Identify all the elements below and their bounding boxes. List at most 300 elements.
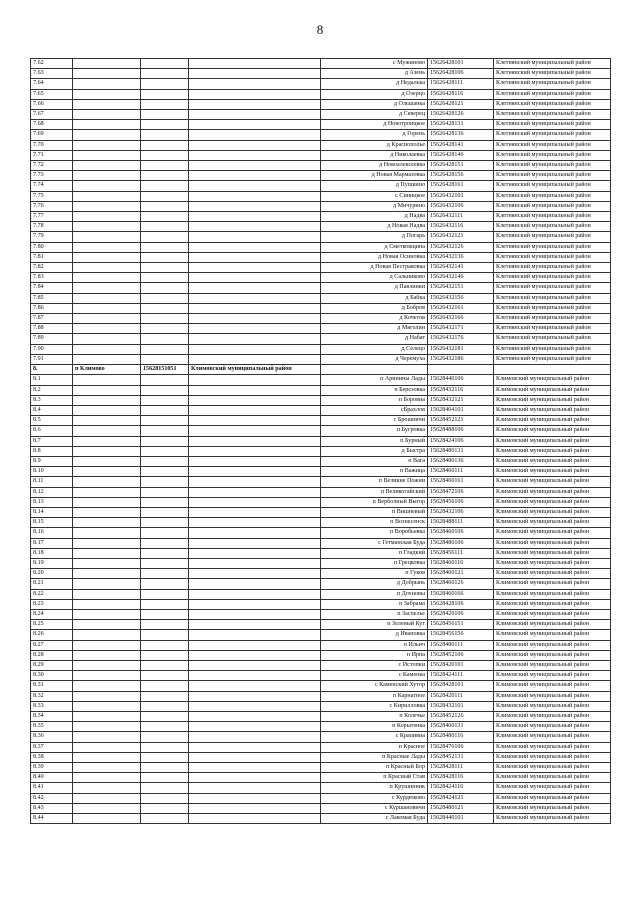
- table-row: [31, 722, 611, 732]
- table-row: [31, 79, 611, 89]
- empty-cell: [189, 385, 321, 395]
- table-row: [31, 548, 611, 558]
- empty-cell: [189, 130, 321, 140]
- table-row: [31, 599, 611, 609]
- oktmo-code: 15628488106: [428, 426, 494, 436]
- district-name: Климовский муниципальный район: [494, 701, 611, 711]
- empty-cell: [189, 273, 321, 283]
- settlement-name: п Крушинник: [321, 783, 428, 793]
- row-number: 7.83: [31, 273, 73, 283]
- empty-cell: [73, 548, 141, 558]
- empty-cell: [141, 609, 189, 619]
- district-name: Климовский муниципальный район: [494, 416, 611, 426]
- district-name: Клетнянский муниципальный район: [494, 303, 611, 313]
- empty-cell: [73, 528, 141, 538]
- table-row: [31, 814, 611, 824]
- empty-cell: [73, 110, 141, 120]
- settlement-name: с Синицкое: [321, 191, 428, 201]
- row-number: 8.2: [31, 385, 73, 395]
- empty-cell: [73, 405, 141, 415]
- row-number: 7.86: [31, 303, 73, 313]
- oktmo-code: 15626432116: [428, 222, 494, 232]
- empty-cell: [73, 344, 141, 354]
- empty-cell: [189, 783, 321, 793]
- district-name: Клетнянский муниципальный район: [494, 99, 611, 109]
- table-row: [31, 589, 611, 599]
- empty-cell: [189, 161, 321, 171]
- empty-cell: [189, 630, 321, 640]
- table-row: [31, 212, 611, 222]
- district-name: Клетнянский муниципальный район: [494, 212, 611, 222]
- empty-cell: [73, 732, 141, 742]
- row-number: 8.28: [31, 650, 73, 660]
- empty-cell: [189, 69, 321, 79]
- oktmo-code: 15626432121: [428, 232, 494, 242]
- oktmo-code: 15626432156: [428, 293, 494, 303]
- oktmo-code: 15626432186: [428, 354, 494, 364]
- table-row: [31, 252, 611, 262]
- empty-cell: [141, 263, 189, 273]
- row-number: 7.65: [31, 89, 73, 99]
- row-number: 8.16: [31, 528, 73, 538]
- table-row: [31, 191, 611, 201]
- empty-cell: [141, 161, 189, 171]
- settlement-name: п Забрама: [321, 599, 428, 609]
- district-name: Климовский муниципальный район: [494, 793, 611, 803]
- table-row: [31, 59, 611, 69]
- settlement-name: д Новоалексеевка: [321, 161, 428, 171]
- settlement-name: п Корытенка: [321, 722, 428, 732]
- settlement-name: д Новотроицкое: [321, 120, 428, 130]
- settlement-name: д Николаевка: [321, 150, 428, 160]
- district-name: Климовский муниципальный район: [494, 691, 611, 701]
- oktmo-code: 15626432176: [428, 334, 494, 344]
- district-name: Клетнянский муниципальный район: [494, 59, 611, 69]
- table-row: [31, 752, 611, 762]
- empty-cell: [141, 569, 189, 579]
- oktmo-code: 15628476106: [428, 742, 494, 752]
- settlement-name: с Кирилловка: [321, 701, 428, 711]
- empty-cell: [189, 89, 321, 99]
- table-row: [31, 732, 611, 742]
- district-name: Климовский муниципальный район: [494, 507, 611, 517]
- table-row: [31, 446, 611, 456]
- settlement-name: д Набат: [321, 334, 428, 344]
- oktmo-code: 15626432166: [428, 314, 494, 324]
- empty-cell: [73, 691, 141, 701]
- empty-cell: [141, 140, 189, 150]
- empty-cell: [141, 558, 189, 568]
- empty-cell: [141, 354, 189, 364]
- empty-cell: [141, 589, 189, 599]
- table-row: [31, 303, 611, 313]
- empty-cell: [141, 640, 189, 650]
- table-row: [31, 456, 611, 466]
- table-row: [31, 609, 611, 619]
- empty-cell: [189, 140, 321, 150]
- oktmo-code: 15626428146: [428, 150, 494, 160]
- settlement-name: д Быстра: [321, 446, 428, 456]
- table-row: [31, 701, 611, 711]
- empty-cell: [189, 803, 321, 813]
- district-name: Клетнянский муниципальный район: [494, 354, 611, 364]
- district-name: Клетнянский муниципальный район: [494, 161, 611, 171]
- empty-cell: [321, 365, 428, 375]
- row-number: 7.79: [31, 232, 73, 242]
- oktmo-code: 15628480121: [428, 803, 494, 813]
- settlement-name: п Великие Пожни: [321, 477, 428, 487]
- table-row: [31, 467, 611, 477]
- table-row: [31, 487, 611, 497]
- table-row: [31, 375, 611, 385]
- settlement-name: д Погарь: [321, 232, 428, 242]
- row-number: 7.84: [31, 283, 73, 293]
- row-number: 8.18: [31, 548, 73, 558]
- empty-cell: [141, 507, 189, 517]
- empty-cell: [189, 763, 321, 773]
- district-name: Климовский муниципальный район: [494, 742, 611, 752]
- empty-cell: [73, 314, 141, 324]
- row-number: 7.88: [31, 324, 73, 334]
- row-number: 7.78: [31, 222, 73, 232]
- settlement-name: д Павлинки: [321, 283, 428, 293]
- settlement-name: п Карнатное: [321, 691, 428, 701]
- oktmo-code: 15628428106: [428, 599, 494, 609]
- empty-cell: [141, 599, 189, 609]
- empty-cell: [141, 273, 189, 283]
- settlement-name: д Добрынь: [321, 579, 428, 589]
- district-name: Клетнянский муниципальный район: [494, 283, 611, 293]
- oktmo-code: 15626428151: [428, 161, 494, 171]
- empty-cell: [141, 181, 189, 191]
- empty-cell: [73, 201, 141, 211]
- settlement-name: д Горень: [321, 130, 428, 140]
- empty-cell: [73, 324, 141, 334]
- empty-cell: [141, 518, 189, 528]
- empty-cell: [141, 763, 189, 773]
- oktmo-code: 15628488111: [428, 518, 494, 528]
- empty-cell: [189, 793, 321, 803]
- oktmo-code: 15628432121: [428, 395, 494, 405]
- settlement-name: п Гуков: [321, 569, 428, 579]
- empty-cell: [73, 416, 141, 426]
- row-number: 8.3: [31, 395, 73, 405]
- row-number: 8.17: [31, 538, 73, 548]
- district-name: Клетнянский муниципальный район: [494, 263, 611, 273]
- empty-cell: [189, 446, 321, 456]
- settlement-name: с Куршановичи: [321, 803, 428, 813]
- table-row: [31, 385, 611, 395]
- empty-cell: [73, 283, 141, 293]
- district-name: Клетнянский муниципальный район: [494, 79, 611, 89]
- empty-cell: [189, 334, 321, 344]
- empty-cell: [141, 283, 189, 293]
- settlement-name: п Колечье: [321, 712, 428, 722]
- oktmo-code: 15628456106: [428, 497, 494, 507]
- row-number: 7.62: [31, 59, 73, 69]
- empty-cell: [73, 375, 141, 385]
- settlement-name: д Бобров: [321, 303, 428, 313]
- district-name: Климовский муниципальный район: [494, 752, 611, 762]
- settlement-name: д Азень: [321, 69, 428, 79]
- empty-cell: [141, 314, 189, 324]
- table-row: [31, 528, 611, 538]
- empty-cell: [189, 691, 321, 701]
- table-row: [31, 181, 611, 191]
- empty-cell: [189, 59, 321, 69]
- empty-cell: [189, 773, 321, 783]
- empty-cell: [141, 171, 189, 181]
- empty-cell: [141, 701, 189, 711]
- row-number: 8.41: [31, 783, 73, 793]
- row-number: 7.90: [31, 344, 73, 354]
- district-name: Климовский муниципальный район: [494, 599, 611, 609]
- table-row: [31, 324, 611, 334]
- table-row: [31, 426, 611, 436]
- oktmo-code: 15628480111: [428, 640, 494, 650]
- district-name: Клетнянский муниципальный район: [494, 69, 611, 79]
- district-name: Климовский муниципальный район: [494, 722, 611, 732]
- oktmo-code: 15628452126: [428, 712, 494, 722]
- oktmo-code: 15626432106: [428, 201, 494, 211]
- district-name: Климовский муниципальный район: [494, 538, 611, 548]
- empty-cell: [73, 609, 141, 619]
- table-row: [31, 405, 611, 415]
- empty-cell: [141, 497, 189, 507]
- district-name: Климовский муниципальный район: [494, 660, 611, 670]
- oktmo-code: 15626428126: [428, 110, 494, 120]
- oktmo-code: 15626428161: [428, 181, 494, 191]
- settlement-name: д Сальниково: [321, 273, 428, 283]
- district-name: Климовский муниципальный район: [494, 681, 611, 691]
- empty-cell: [73, 171, 141, 181]
- empty-cell: [73, 161, 141, 171]
- empty-cell: [141, 579, 189, 589]
- oktmo-code: 15628424111: [428, 671, 494, 681]
- table-row: [31, 344, 611, 354]
- oktmo-code: 15628456151: [428, 620, 494, 630]
- empty-cell: [189, 99, 321, 109]
- oktmo-code: 15628480131: [428, 446, 494, 456]
- settlement-name: п Зеленый Кут: [321, 620, 428, 630]
- empty-cell: [73, 793, 141, 803]
- empty-cell: [189, 395, 321, 405]
- district-name: Климовский муниципальный район: [494, 548, 611, 558]
- oktmo-code: 15628460131: [428, 722, 494, 732]
- oktmo-code: 15626432171: [428, 324, 494, 334]
- oktmo-code: 15628440106: [428, 375, 494, 385]
- row-number: 7.82: [31, 263, 73, 273]
- settlement-name: с Истопки: [321, 660, 428, 670]
- settlement-name: д Кочетов: [321, 314, 428, 324]
- empty-cell: [189, 293, 321, 303]
- empty-cell: [73, 803, 141, 813]
- empty-cell: [141, 426, 189, 436]
- page-number: 8: [316, 22, 324, 37]
- row-number: 7.69: [31, 130, 73, 140]
- oktmo-code: 15628456156: [428, 630, 494, 640]
- empty-cell: [73, 456, 141, 466]
- section-settlement-name: п Климово: [73, 365, 141, 375]
- oktmo-code: 15628424116: [428, 783, 494, 793]
- oktmo-code: 15628432106: [428, 507, 494, 517]
- oktmo-code: 15626428156: [428, 171, 494, 181]
- settlement-name: с Лакомая Буда: [321, 814, 428, 824]
- oktmo-code: 15628420106: [428, 609, 494, 619]
- district-name: Клетнянский муниципальный район: [494, 120, 611, 130]
- settlement-name: п Вага: [321, 456, 428, 466]
- table-row: [31, 630, 611, 640]
- oktmo-code: 15628424121: [428, 793, 494, 803]
- district-name: Климовский муниципальный район: [494, 487, 611, 497]
- settlement-name: с Гетманская Буда: [321, 538, 428, 548]
- oktmo-code: 15628432116: [428, 385, 494, 395]
- empty-cell: [73, 650, 141, 660]
- empty-cell: [141, 416, 189, 426]
- oktmo-code: 15628460166: [428, 589, 494, 599]
- empty-cell: [189, 375, 321, 385]
- oktmo-code: 15628452106: [428, 650, 494, 660]
- registry-body: [31, 59, 611, 824]
- district-name: Климовский муниципальный район: [494, 783, 611, 793]
- oktmo-code: 15626428116: [428, 89, 494, 99]
- row-number: 7.64: [31, 79, 73, 89]
- empty-cell: [189, 436, 321, 446]
- empty-cell: [141, 201, 189, 211]
- empty-cell: [73, 742, 141, 752]
- district-name: Климовский муниципальный район: [494, 446, 611, 456]
- empty-cell: [73, 334, 141, 344]
- empty-cell: [73, 69, 141, 79]
- row-number: 7.73: [31, 171, 73, 181]
- empty-cell: [189, 477, 321, 487]
- empty-cell: [141, 620, 189, 630]
- district-name: Климовский муниципальный район: [494, 589, 611, 599]
- empty-cell: [141, 783, 189, 793]
- empty-cell: [73, 660, 141, 670]
- empty-cell: [189, 201, 321, 211]
- row-number: 8.44: [31, 814, 73, 824]
- empty-cell: [189, 110, 321, 120]
- row-number: 8.34: [31, 712, 73, 722]
- settlement-name: д Мичурино: [321, 201, 428, 211]
- table-row: [31, 110, 611, 120]
- district-name: Климовский муниципальный район: [494, 579, 611, 589]
- empty-cell: [73, 395, 141, 405]
- oktmo-code: 15628480136: [428, 456, 494, 466]
- empty-cell: [73, 140, 141, 150]
- table-row: [31, 620, 611, 630]
- row-number: 8.4: [31, 405, 73, 415]
- oktmo-code: 15628460116: [428, 558, 494, 568]
- empty-cell: [73, 303, 141, 313]
- district-name: Климовский муниципальный район: [494, 763, 611, 773]
- settlement-name: д Мяголин: [321, 324, 428, 334]
- settlement-name: с Мужиново: [321, 59, 428, 69]
- row-number: 8.14: [31, 507, 73, 517]
- table-row: [31, 477, 611, 487]
- empty-cell: [73, 558, 141, 568]
- empty-cell: [189, 569, 321, 579]
- empty-cell: [189, 558, 321, 568]
- empty-cell: [141, 150, 189, 160]
- oktmo-code: 15628452121: [428, 416, 494, 426]
- row-number: 8.32: [31, 691, 73, 701]
- row-number: 7.67: [31, 110, 73, 120]
- settlement-name: д Краснополье: [321, 140, 428, 150]
- district-name: Клетнянский муниципальный район: [494, 252, 611, 262]
- row-number: 7.74: [31, 181, 73, 191]
- district-name: Клетнянский муниципальный район: [494, 130, 611, 140]
- empty-cell: [189, 324, 321, 334]
- settlement-name: п Дохновы: [321, 589, 428, 599]
- district-name: Клетнянский муниципальный район: [494, 171, 611, 181]
- table-row: [31, 681, 611, 691]
- district-name: Климовский муниципальный район: [494, 712, 611, 722]
- empty-cell: [73, 752, 141, 762]
- district-name: Клетнянский муниципальный район: [494, 344, 611, 354]
- empty-cell: [189, 814, 321, 824]
- settlement-name: д Северец: [321, 110, 428, 120]
- table-row: [31, 89, 611, 99]
- empty-cell: [73, 212, 141, 222]
- settlement-name: п Аринины Лады: [321, 375, 428, 385]
- row-number: 7.87: [31, 314, 73, 324]
- empty-cell: [189, 467, 321, 477]
- district-name: Климовский муниципальный район: [494, 385, 611, 395]
- empty-cell: [141, 548, 189, 558]
- row-number: 8.40: [31, 773, 73, 783]
- row-number: 8.11: [31, 477, 73, 487]
- row-number: 8.7: [31, 436, 73, 446]
- settlement-name: п Красный Бор: [321, 763, 428, 773]
- oktmo-code: 15626428121: [428, 99, 494, 109]
- empty-cell: [141, 324, 189, 334]
- empty-cell: [73, 191, 141, 201]
- oktmo-code: 15626432141: [428, 263, 494, 273]
- district-name: Климовский муниципальный район: [494, 609, 611, 619]
- district-name: Клетнянский муниципальный район: [494, 140, 611, 150]
- empty-cell: [189, 79, 321, 89]
- oktmo-code: 15626428141: [428, 140, 494, 150]
- table-row: [31, 150, 611, 160]
- empty-cell: [141, 467, 189, 477]
- empty-cell: [189, 263, 321, 273]
- row-number: 8.12: [31, 487, 73, 497]
- district-name: Климовский муниципальный район: [494, 436, 611, 446]
- empty-cell: [73, 130, 141, 140]
- empty-cell: [189, 416, 321, 426]
- empty-cell: [73, 120, 141, 130]
- table-row: [31, 538, 611, 548]
- settlement-name: д Недалька: [321, 79, 428, 89]
- table-row: [31, 803, 611, 813]
- settlement-name: д Надва: [321, 212, 428, 222]
- district-name: Климовский муниципальный район: [494, 620, 611, 630]
- settlement-name: п Великогайский: [321, 487, 428, 497]
- empty-cell: [189, 528, 321, 538]
- table-row: [31, 232, 611, 242]
- empty-cell: [141, 732, 189, 742]
- row-number: 8.19: [31, 558, 73, 568]
- settlement-name: д Новая Мармазовка: [321, 171, 428, 181]
- empty-cell: [494, 365, 611, 375]
- empty-cell: [73, 814, 141, 824]
- district-name: Климовский муниципальный район: [494, 497, 611, 507]
- table-row: [31, 579, 611, 589]
- table-row: [31, 130, 611, 140]
- row-number: 7.63: [31, 69, 73, 79]
